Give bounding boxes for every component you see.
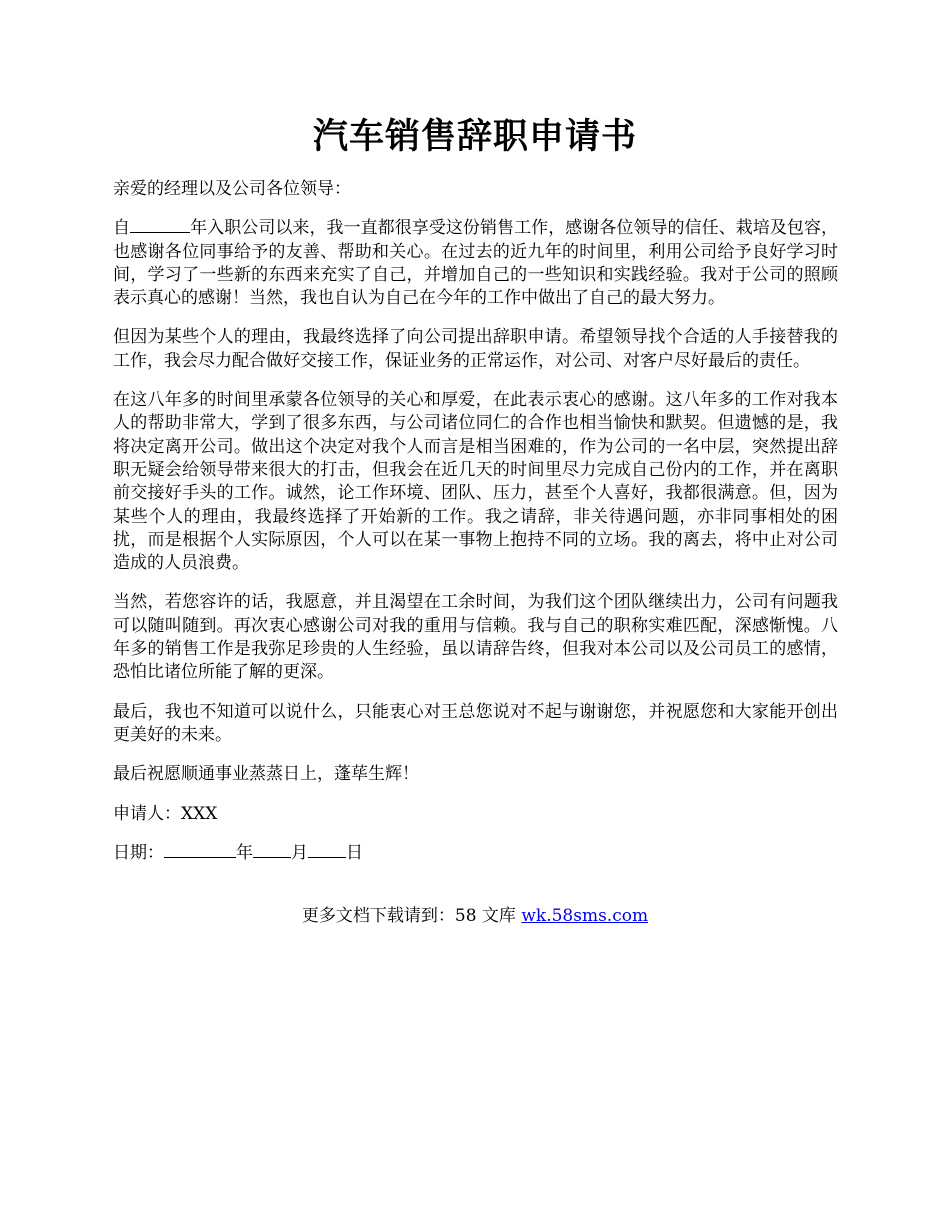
- date-line: [113, 842, 838, 865]
- paragraph-1-text: 年入职公司以来，我一直都很享受这份销售工作，感谢各位领导的信任、栽培及包容，也感谢各位同事给予的友善、帮助和关心。在过去的近九年的时间里，利用公司给予良好学习时间，学习了一些新的东西来充实了自己，并增加自己的一些知识和实践经验。我对于公司的照顾表示真心的感谢！当然，我也自认为自己在今年的工作中做出了自己的最大努力。: [113, 218, 839, 309]
- paragraph-1-prefix: 自: [113, 218, 131, 239]
- closing-wish: 最后祝愿顺通事业蒸蒸日上，蓬荜生辉！: [113, 764, 419, 785]
- year-blank: [130, 218, 190, 233]
- footer-text: 更多文档下载请到：58 文库: [301, 906, 522, 926]
- paragraph-3: 在这八年多的时间里承蒙各位领导的关心和厚爱，在此表示衷心的感谢。这八年多的工作对我本人的帮助非常大，学到了很多东西，与公司诸位同仁的合作也相当愉快和默契。但遗憾的是，我将决定离开公司。做出这个决定对我个人而言是相当困难的，作为公司的一名中层，突然提出辞职无疑会给领导带来很大的打击，但我会在近几天的时间里尽力完成自己份内的工作，并在离职前交接好手头的工作。诚然，论工作环境、团队、压力，甚至个人喜好，我都很满意。但，因为某些个人的理由，我最终选择了开始新的工作。我之请辞，非关待遇问题，亦非同事相处的困扰，而是根据个人实际原因，个人可以在某一事物上抱持不同的立场。我的离去，将中止对公司造成的人员浪费。: [113, 390, 838, 574]
- date-day-blank: [308, 843, 346, 858]
- paragraph-4: 当然，若您容许的话，我愿意，并且渴望在工余时间，为我们这个团队继续出力，公司有问题我可以随叫随到。再次衷心感谢公司对我的重用与信赖。我与自己的职称实难匹配，深感惭愧。八年多的销售工作是我弥足珍贵的人生经验，虽以请辞告终，但我对本公司以及公司员工的感情，恐怕比诸位所能了解的更深。: [113, 592, 838, 683]
- paragraph-2: 但因为某些个人的理由，我最终选择了向公司提出辞职申请。希望领导找个合适的人手接替我的工作，我会尽力配合做好交接工作，保证业务的正常运作，对公司、对客户尽好最后的责任。: [113, 327, 838, 371]
- date-label: 日期：: [113, 842, 164, 863]
- footer-link[interactable]: wk.58sms.com: [521, 906, 649, 926]
- document-body: [113, 178, 838, 881]
- salutation: 亲爱的经理以及公司各位领导：: [113, 179, 351, 199]
- download-footer: [0, 904, 950, 928]
- paragraph-5: 最后，我也不知道可以说什么，只能衷心对王总您说对不起与谢谢您，并祝愿您和大家能开创出更美好的未来。: [113, 701, 838, 745]
- date-month-blank: [253, 843, 291, 858]
- date-year-label: 年: [236, 842, 253, 863]
- paragraph-1: [113, 217, 838, 310]
- applicant-line: 申请人：XXX: [113, 803, 218, 824]
- date-day-label: 日: [346, 842, 363, 863]
- date-month-label: 月: [291, 842, 308, 863]
- document-title: 汽车销售辞职申请书: [312, 116, 637, 157]
- date-year-blank: [164, 843, 236, 858]
